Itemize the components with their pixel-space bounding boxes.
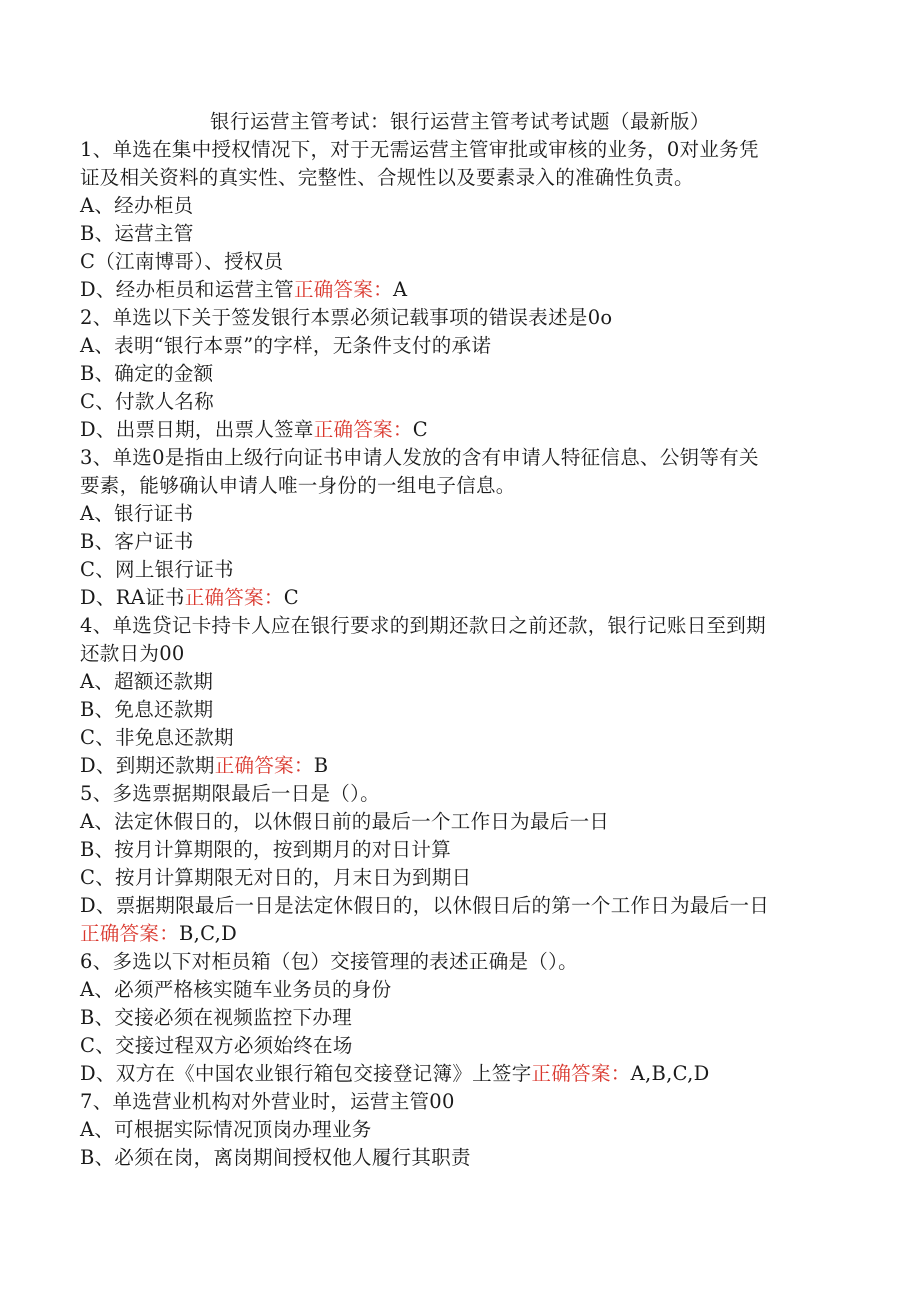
- question-list: [80, 136, 840, 1172]
- option-d: D、双方在《中国农业银行箱包交接登记簿》上签字: [80, 1062, 532, 1085]
- question-4: [80, 612, 840, 780]
- question-stem-line: 还款日为00: [80, 642, 185, 665]
- option-d: D、RA证书: [80, 586, 185, 609]
- question-5: [80, 780, 840, 948]
- option-c: C（江南博哥）、授权员: [80, 250, 284, 273]
- question-stem-line: 4、单选贷记卡持卡人应在银行要求的到期还款日之前还款，银行记账日至到期: [80, 614, 766, 637]
- question-stem-line: 证及相关资料的真实性、完整性、合规性以及要素录入的准确性负责。: [80, 166, 694, 189]
- answer-label: 正确答案：: [214, 754, 314, 777]
- option-d: D、票据期限最后一日是法定休假日的，以休假日后的第一个工作日为最后一日: [80, 894, 770, 917]
- option-a: A、表明“银行本票”的字样，无条件支付的承诺: [80, 334, 492, 357]
- option-a: A、可根据实际情况顶岗办理业务: [80, 1118, 372, 1141]
- option-b: B、交接必须在视频监控下办理: [80, 1006, 353, 1029]
- answer-value: B: [313, 754, 329, 777]
- answer-value: B,C,D: [179, 922, 238, 945]
- option-a: A、必须严格核实随车业务员的身份: [80, 978, 392, 1001]
- document-title: 银行运营主管考试：银行运营主管考试考试题（最新版）: [209, 110, 710, 133]
- option-d-with-answer: [80, 752, 840, 780]
- question-7: [80, 1088, 840, 1172]
- option-a: A、超额还款期: [80, 670, 214, 693]
- question-stem-line: 1、单选在集中授权情况下，对于无需运营主管审批或审核的业务，0对业务凭: [80, 138, 759, 161]
- option-c: C、交接过程双方必须始终在场: [80, 1034, 353, 1057]
- option-d: D、出票日期，出票人签章: [80, 418, 314, 441]
- question-2: [80, 304, 840, 444]
- question-3: [80, 444, 840, 612]
- answer-value: A,B,C,D: [630, 1062, 710, 1085]
- question-stem-line: 6、多选以下对柜员箱（包）交接管理的表述正确是（）。: [80, 950, 578, 973]
- answer-value: A: [392, 278, 408, 301]
- option-b: B、运营主管: [80, 222, 194, 245]
- question-1: [80, 136, 840, 304]
- answer-label: 正确答案：: [80, 922, 180, 945]
- question-stem-line: 5、多选票据期限最后一日是（）。: [80, 782, 380, 805]
- answer-label: 正确答案：: [313, 418, 413, 441]
- question-stem-line: 2、单选以下关于签发银行本票必须记载事项的错误表述是0o: [80, 306, 613, 329]
- question-stem-line: 7、单选营业机构对外营业时，运营主管00: [80, 1090, 455, 1113]
- option-a: A、经办柜员: [80, 194, 194, 217]
- answer-label: 正确答案：: [531, 1062, 631, 1085]
- option-b: B、客户证书: [80, 530, 194, 553]
- option-b: B、按月计算期限的，按到期月的对日计算: [80, 838, 452, 861]
- answer-value: C: [412, 418, 428, 441]
- question-6: [80, 948, 840, 1088]
- option-d-with-answer: [80, 416, 840, 444]
- option-b: B、免息还款期: [80, 698, 214, 721]
- option-c: C、非免息还款期: [80, 726, 234, 749]
- question-stem-line: 要素，能够确认申请人唯一身份的一组电子信息。: [80, 474, 516, 497]
- option-c: C、按月计算期限无对日的，月末日为到期日: [80, 866, 472, 889]
- option-d: D、经办柜员和运营主管: [80, 278, 294, 301]
- answer-value: C: [283, 586, 299, 609]
- answer-line: [80, 920, 840, 948]
- option-a: A、法定休假日的，以休假日前的最后一个工作日为最后一日: [80, 810, 610, 833]
- option-c: C、付款人名称: [80, 390, 215, 413]
- answer-label: 正确答案：: [293, 278, 393, 301]
- option-a: A、银行证书: [80, 502, 194, 525]
- option-b: B、必须在岗，离岗期间授权他人履行其职责: [80, 1146, 471, 1169]
- option-d-with-answer: [80, 1060, 840, 1088]
- option-b: B、确定的金额: [80, 362, 214, 385]
- option-d: D、到期还款期: [80, 754, 215, 777]
- option-c: C、网上银行证书: [80, 558, 234, 581]
- question-stem-line: 3、单选0是指由上级行向证书申请人发放的含有申请人特征信息、公钥等有关: [80, 446, 759, 469]
- option-d-with-answer: [80, 276, 840, 304]
- answer-label: 正确答案：: [184, 586, 284, 609]
- option-d-with-answer: [80, 584, 840, 612]
